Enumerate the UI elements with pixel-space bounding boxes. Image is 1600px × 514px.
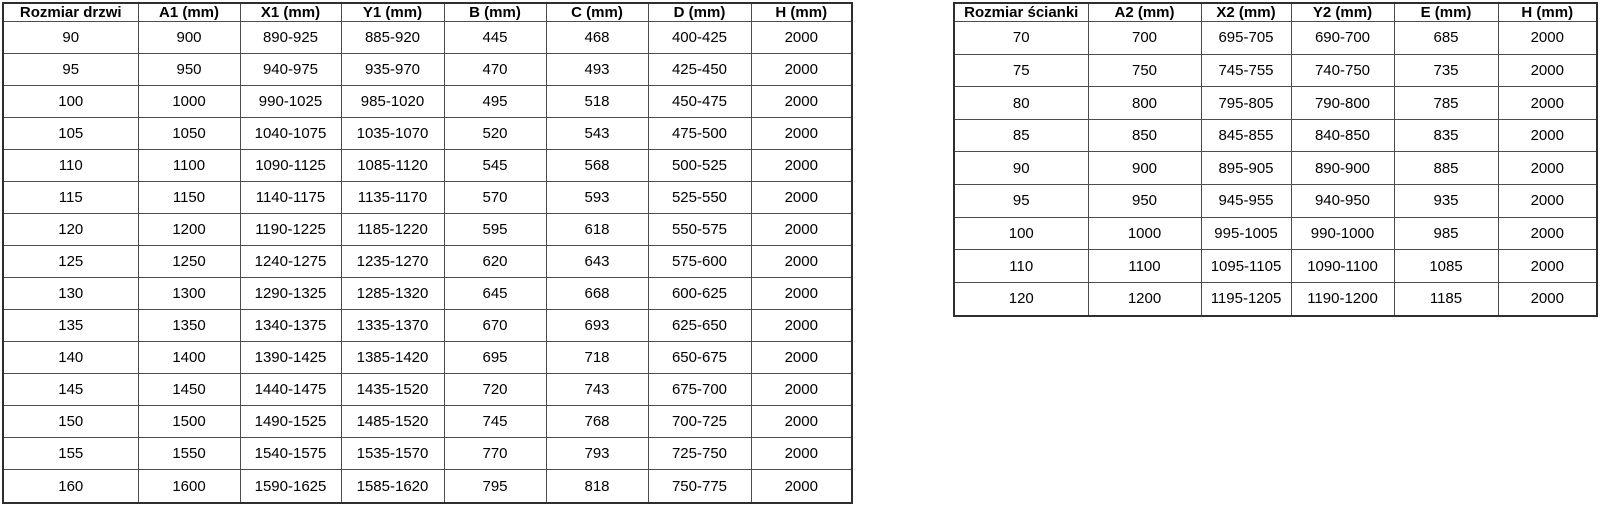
table-cell: 1035-1070 [341,118,444,150]
table-cell: 110 [3,150,138,182]
table-cell: 795 [444,470,546,503]
table-row [3,374,852,406]
table-row [3,54,852,86]
table-cell: 2000 [751,86,852,118]
table-cell: 2000 [1498,185,1597,218]
table-cell: 950 [138,54,240,86]
header-row [954,3,1597,22]
table-cell: 130 [3,278,138,310]
table-cell: 105 [3,118,138,150]
table-cell: 785 [1394,87,1498,120]
table-cell: 725-750 [648,438,751,470]
table-cell: 750 [1088,54,1201,87]
table-cell: 2000 [751,214,852,246]
table-row [954,22,1597,55]
table-cell: 120 [3,214,138,246]
table-cell: 1000 [1088,217,1201,250]
door-size-table [2,2,853,504]
table-cell: 495 [444,86,546,118]
table-cell: 818 [546,470,648,503]
table-cell: 840-850 [1291,119,1394,152]
table-cell: 1300 [138,278,240,310]
table-row [954,185,1597,218]
table-cell: 768 [546,406,648,438]
table-cell: 1050 [138,118,240,150]
table-cell: 685 [1394,22,1498,55]
column-header: D (mm) [648,3,751,22]
column-header: A1 (mm) [138,3,240,22]
table-cell: 718 [546,342,648,374]
table-cell: 160 [3,470,138,503]
table-cell: 695 [444,342,546,374]
table-cell: 1450 [138,374,240,406]
table-row [3,438,852,470]
table-row [3,86,852,118]
table-cell: 2000 [1498,54,1597,87]
table-cell: 2000 [751,22,852,54]
table-cell: 895-905 [1201,152,1291,185]
table-row [3,150,852,182]
table-cell: 645 [444,278,546,310]
table-cell: 568 [546,150,648,182]
table-cell: 2000 [1498,119,1597,152]
table-row [3,342,852,374]
table-cell: 1590-1625 [240,470,341,503]
table-cell: 475-500 [648,118,751,150]
table-cell: 468 [546,22,648,54]
table-cell: 1340-1375 [240,310,341,342]
table-cell: 690-700 [1291,22,1394,55]
table-cell: 700-725 [648,406,751,438]
table-cell: 155 [3,438,138,470]
column-header: Y2 (mm) [1291,3,1394,22]
column-header: E (mm) [1394,3,1498,22]
table-cell: 85 [954,119,1088,152]
table-row [954,152,1597,185]
table-cell: 2000 [751,342,852,374]
table-cell: 1090-1125 [240,150,341,182]
column-header: H (mm) [1498,3,1597,22]
table-cell: 2000 [1498,250,1597,283]
table-cell: 745 [444,406,546,438]
table-cell: 1385-1420 [341,342,444,374]
table-cell: 90 [3,22,138,54]
table-row [3,118,852,150]
table-cell: 990-1025 [240,86,341,118]
table-cell: 890-925 [240,22,341,54]
table-cell: 2000 [751,278,852,310]
table-row [3,278,852,310]
table-cell: 70 [954,22,1088,55]
table-cell: 1200 [138,214,240,246]
column-header: X2 (mm) [1201,3,1291,22]
table-cell: 110 [954,250,1088,283]
column-header: Rozmiar ścianki [954,3,1088,22]
table-cell: 1190-1200 [1291,282,1394,316]
table-row [954,119,1597,152]
table-cell: 570 [444,182,546,214]
table-row [954,87,1597,120]
column-header: Rozmiar drzwi [3,3,138,22]
table-cell: 2000 [1498,282,1597,316]
table-cell: 940-950 [1291,185,1394,218]
table-cell: 2000 [1498,152,1597,185]
table-cell: 125 [3,246,138,278]
table-cell: 1540-1575 [240,438,341,470]
table-cell: 1085 [1394,250,1498,283]
table-cell: 900 [138,22,240,54]
table-cell: 900 [1088,152,1201,185]
table-cell: 75 [954,54,1088,87]
table-cell: 525-550 [648,182,751,214]
table-row [954,217,1597,250]
table-cell: 1600 [138,470,240,503]
table-cell: 1435-1520 [341,374,444,406]
table-cell: 1335-1370 [341,310,444,342]
table-cell: 885 [1394,152,1498,185]
table-cell: 845-855 [1201,119,1291,152]
column-header: B (mm) [444,3,546,22]
table-row [3,22,852,54]
table-cell: 2000 [751,118,852,150]
table-cell: 1240-1275 [240,246,341,278]
table-cell: 990-1000 [1291,217,1394,250]
table-cell: 1350 [138,310,240,342]
table-cell: 1550 [138,438,240,470]
table-cell: 140 [3,342,138,374]
table-row [3,214,852,246]
table-cell: 1100 [1088,250,1201,283]
table-cell: 80 [954,87,1088,120]
table-row [3,470,852,503]
table-row [954,282,1597,316]
table-cell: 675-700 [648,374,751,406]
table-cell: 950 [1088,185,1201,218]
table-cell: 445 [444,22,546,54]
table-cell: 600-625 [648,278,751,310]
table-cell: 800 [1088,87,1201,120]
table-cell: 2000 [751,246,852,278]
table-cell: 700 [1088,22,1201,55]
table-cell: 2000 [751,470,852,503]
table-cell: 1095-1105 [1201,250,1291,283]
wall-size-table [953,2,1598,317]
table-cell: 1140-1175 [240,182,341,214]
table-cell: 745-755 [1201,54,1291,87]
column-header: Y1 (mm) [341,3,444,22]
table-cell: 1185 [1394,282,1498,316]
table-cell: 995-1005 [1201,217,1291,250]
table-cell: 1535-1570 [341,438,444,470]
table-cell: 595 [444,214,546,246]
table-cell: 770 [444,438,546,470]
table-cell: 743 [546,374,648,406]
table-cell: 520 [444,118,546,150]
table-cell: 575-600 [648,246,751,278]
table-cell: 2000 [751,374,852,406]
table-cell: 150 [3,406,138,438]
table-cell: 935-970 [341,54,444,86]
table-cell: 1100 [138,150,240,182]
table-cell: 95 [3,54,138,86]
table-cell: 120 [954,282,1088,316]
table-cell: 790-800 [1291,87,1394,120]
table-cell: 1150 [138,182,240,214]
table-cell: 135 [3,310,138,342]
table-cell: 735 [1394,54,1498,87]
table-cell: 885-920 [341,22,444,54]
column-header: H (mm) [751,3,852,22]
table-cell: 945-955 [1201,185,1291,218]
table-cell: 940-975 [240,54,341,86]
table-row [954,54,1597,87]
column-header: A2 (mm) [1088,3,1201,22]
table-cell: 1135-1170 [341,182,444,214]
table-cell: 1285-1320 [341,278,444,310]
table-cell: 670 [444,310,546,342]
table-cell: 1390-1425 [240,342,341,374]
table-cell: 95 [954,185,1088,218]
table-cell: 2000 [1498,217,1597,250]
table-cell: 145 [3,374,138,406]
table-cell: 425-450 [648,54,751,86]
table-cell: 650-675 [648,342,751,374]
table-cell: 2000 [751,54,852,86]
table-cell: 835 [1394,119,1498,152]
table-cell: 1195-1205 [1201,282,1291,316]
table-cell: 693 [546,310,648,342]
table-cell: 625-650 [648,310,751,342]
table-cell: 2000 [751,310,852,342]
table-cell: 720 [444,374,546,406]
table-cell: 1200 [1088,282,1201,316]
table-cell: 620 [444,246,546,278]
table-cell: 1440-1475 [240,374,341,406]
table-cell: 643 [546,246,648,278]
table-cell: 985 [1394,217,1498,250]
table-cell: 985-1020 [341,86,444,118]
table-cell: 1400 [138,342,240,374]
table-cell: 2000 [751,182,852,214]
table-cell: 1490-1525 [240,406,341,438]
table-cell: 1040-1075 [240,118,341,150]
table-cell: 2000 [1498,22,1597,55]
table-cell: 593 [546,182,648,214]
table-cell: 1190-1225 [240,214,341,246]
table-row [3,246,852,278]
table-cell: 1000 [138,86,240,118]
table-cell: 1500 [138,406,240,438]
table-row [3,182,852,214]
table-cell: 793 [546,438,648,470]
table-cell: 1290-1325 [240,278,341,310]
table-cell: 1485-1520 [341,406,444,438]
table-cell: 550-575 [648,214,751,246]
table-cell: 1585-1620 [341,470,444,503]
table-cell: 935 [1394,185,1498,218]
table-cell: 695-705 [1201,22,1291,55]
table-cell: 740-750 [1291,54,1394,87]
table-cell: 90 [954,152,1088,185]
table-cell: 2000 [1498,87,1597,120]
table-cell: 543 [546,118,648,150]
table-cell: 100 [3,86,138,118]
table-cell: 518 [546,86,648,118]
column-header: X1 (mm) [240,3,341,22]
table-cell: 493 [546,54,648,86]
table-cell: 100 [954,217,1088,250]
table-cell: 1185-1220 [341,214,444,246]
table-cell: 2000 [751,438,852,470]
table-cell: 1085-1120 [341,150,444,182]
table-row [954,250,1597,283]
table-cell: 890-900 [1291,152,1394,185]
table-row [3,406,852,438]
table-cell: 2000 [751,150,852,182]
table-cell: 2000 [751,406,852,438]
table-cell: 668 [546,278,648,310]
table-cell: 1250 [138,246,240,278]
table-cell: 850 [1088,119,1201,152]
table-cell: 750-775 [648,470,751,503]
table-cell: 795-805 [1201,87,1291,120]
header-row [3,3,852,22]
table-cell: 618 [546,214,648,246]
column-header: C (mm) [546,3,648,22]
table-cell: 115 [3,182,138,214]
table-row [3,310,852,342]
table-cell: 500-525 [648,150,751,182]
table-cell: 545 [444,150,546,182]
table-cell: 1235-1270 [341,246,444,278]
table-cell: 450-475 [648,86,751,118]
table-cell: 1090-1100 [1291,250,1394,283]
table-cell: 400-425 [648,22,751,54]
table-cell: 470 [444,54,546,86]
